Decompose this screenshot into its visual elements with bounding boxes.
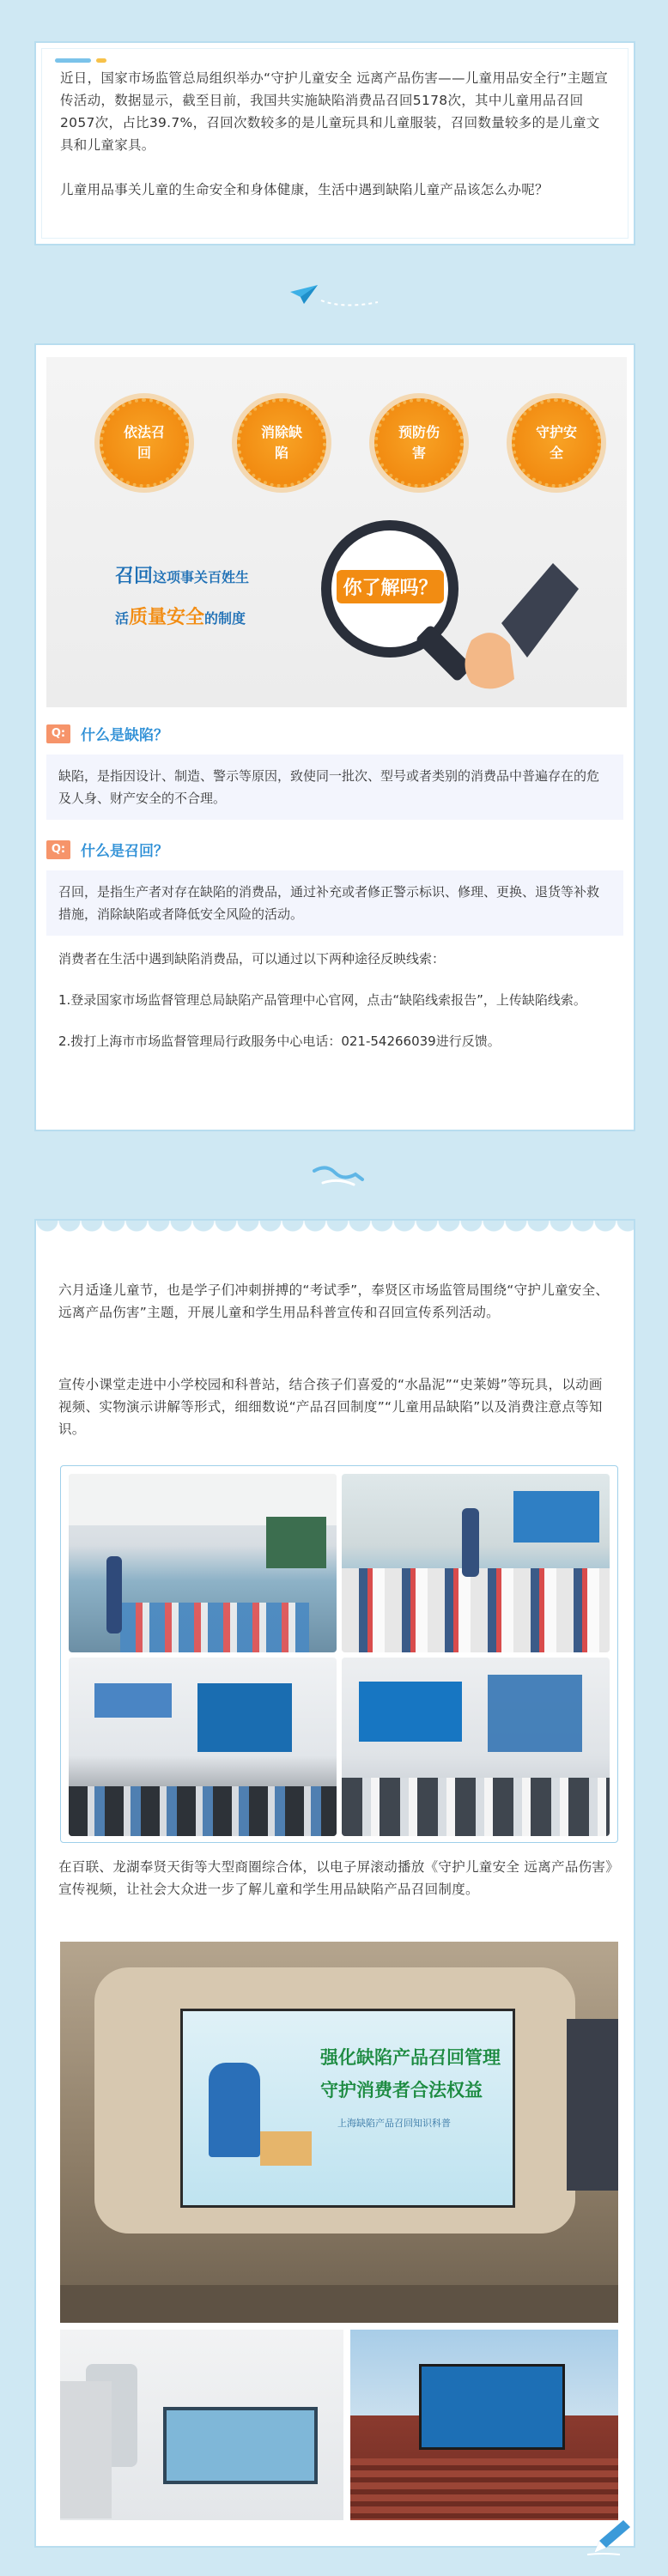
recall-banner-image xyxy=(46,357,627,707)
decor-bar-blue xyxy=(55,58,91,63)
pen-icon xyxy=(586,2515,637,2558)
recall-knowledge-card xyxy=(34,343,635,1131)
feedback-item-2: 2.拨打上海市市场监督管理局行政服务中心电话：021-54266039进行反馈。 xyxy=(58,1033,501,1049)
mall-screen-photo xyxy=(60,1942,618,2323)
led-screen xyxy=(180,2009,515,2208)
intro-card xyxy=(34,41,635,245)
classroom-photo-4 xyxy=(342,1658,610,1836)
feedback-intro: 消费者在生活中遇到缺陷消费品，可以通过以下两种途径反映线索： xyxy=(58,951,446,967)
activity-paragraph-3: 在百联、龙湖奉贤天街等大型商圈综合体，以电子屏滚动播放《守护儿童安全 远离产品伤害》宣传视频，让社会大众进一步了解儿童和学生用品缺陷产品召回制度。 xyxy=(58,1859,613,1897)
activity-card xyxy=(34,1219,635,2548)
paper-plane-icon xyxy=(283,280,386,323)
question-badge: Q: xyxy=(46,724,70,743)
squiggle-icon xyxy=(309,1162,369,1193)
scallop-edge-decoration xyxy=(36,1221,634,1243)
banner-circle: 消除缺陷 xyxy=(237,398,326,488)
banner-circle: 预防伤害 xyxy=(374,398,464,488)
intro-paragraph-2: 儿童用品事关儿童的生命安全和身体健康，生活中遇到缺陷儿童产品该怎么办呢？ xyxy=(60,182,549,197)
answer-box: 缺陷，是指因设计、制造、警示等原因，致使同一批次、型号或者类别的消费品中普遍存在的危及人身、财产安全的不合理。 xyxy=(46,755,623,820)
answer-box: 召回，是指生产者对存在缺陷的消费品，通过补充或者修正警示标识、修理、更换、退货等补救措施，消除缺陷或者降低安全风险的活动。 xyxy=(46,870,623,936)
screen-headline-1: 强化缺陷产品召回管理 xyxy=(320,2047,501,2068)
decor-bar-yellow xyxy=(96,58,106,63)
banner-slogan-line1: 召回这项事关百姓生 xyxy=(115,566,250,587)
classroom-photo-1 xyxy=(69,1474,337,1652)
feedback-item-1: 1.登录国家市场监督管理总局缺陷产品管理中心官网，点击“缺陷线索报告”，上传缺陷线索。 xyxy=(58,992,586,1008)
activity-paragraph-2: 宣传小课堂走进中小学校园和科普站，结合孩子们喜爱的“水晶泥”“史莱姆”等玩具，以动画视频、实物演示讲解等形式，细细数说“产品召回制度”“儿童用品缺陷”以及消费注意点等知识。 xyxy=(58,1377,603,1437)
screen-headline-2: 守护消费者合法权益 xyxy=(320,2080,483,2100)
classroom-photo-2 xyxy=(342,1474,610,1652)
mall-exterior-photo-2 xyxy=(350,2330,618,2520)
qa-heading-defect xyxy=(46,723,623,744)
banner-slogan-line2: 活质量安全的制度 xyxy=(115,607,246,628)
question-title: 什么是召回？ xyxy=(81,843,168,860)
mall-exterior-photo-1 xyxy=(60,2330,343,2520)
banner-circle: 守护安全 xyxy=(512,398,601,488)
banner-circle: 依法召回 xyxy=(100,398,189,488)
screen-subline: 上海缺陷产品召回知识科普 xyxy=(337,2118,451,2129)
question-title: 什么是缺陷？ xyxy=(81,727,168,744)
intro-paragraph-1: 近日，国家市场监管总局组织举办“守护儿童安全 远离产品伤害——儿童用品安全行”主题宣传活动，数据显示，截至目前，我国共实施缺陷消费品召回5178次，其中儿童用品召回2057次，占比39.7%，召回次数较多的是儿童玩具和儿童服装，召回数量较多的是儿童文具和儿童家具。 xyxy=(60,70,609,153)
magnifier-label: 你了解吗？ xyxy=(337,570,444,603)
activity-paragraph-1: 六月适逢儿童节，也是学子们冲刺拼搏的“考试季”，奉贤区市场监管局围绕“守护儿童安全、远离产品伤害”主题，开展儿童和学生用品科普宣传和召回宣传系列活动。 xyxy=(58,1282,610,1320)
qa-heading-recall xyxy=(46,839,623,860)
side-menu-board xyxy=(567,2019,618,2191)
classroom-photo-3 xyxy=(69,1658,337,1836)
question-badge: Q: xyxy=(46,840,70,859)
